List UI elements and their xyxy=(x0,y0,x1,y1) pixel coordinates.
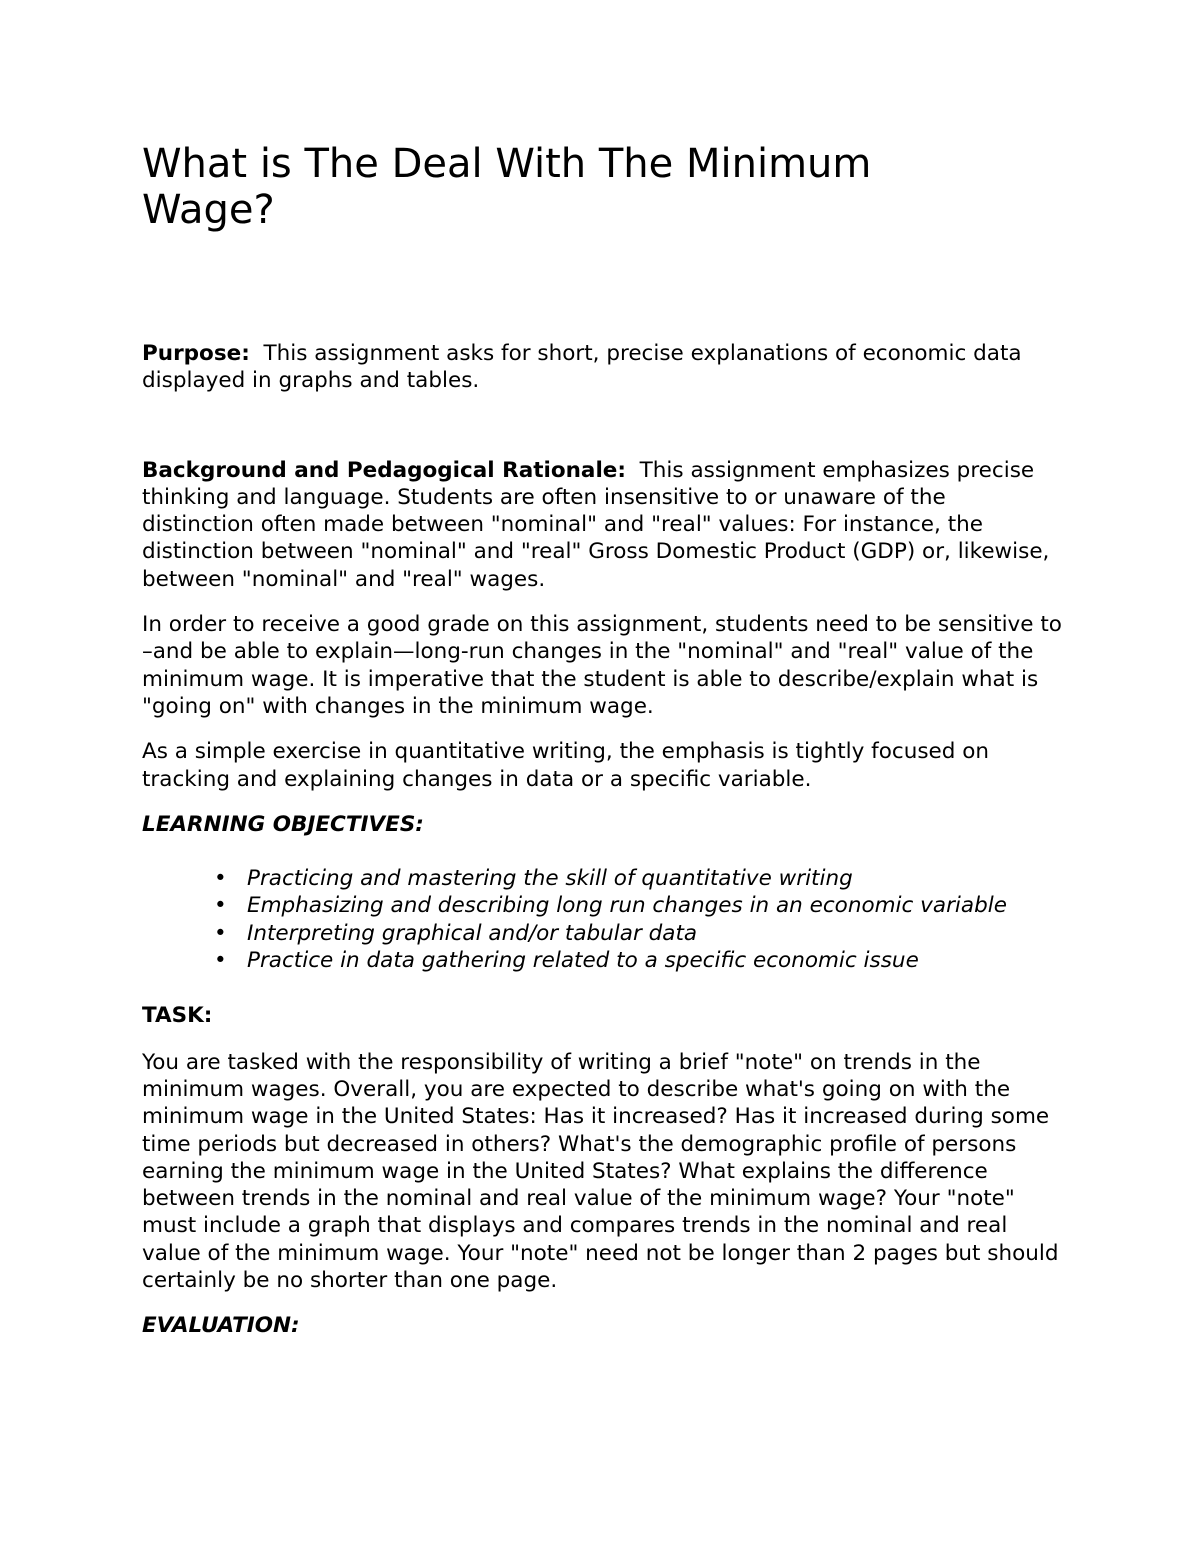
purpose-text: This assignment asks for short, precise explanations of economic data displayed in graphs and tables. xyxy=(142,341,1022,394)
task-paragraph: You are tasked with the responsibility of writing a brief "note" on trends in the minimum wages. Overall, you are expected to describe what's going on with the minimum wage in the United States: Has it increased? Has it increased during some time periods but decreased in others? What's the demographic profile of persons earning the minimum wage in the United States? What explains the difference between trends in the nominal and real value of the minimum wage? Your "note" must include a graph that displays and compares trends in the nominal and real value of the minimum wage. Your "note" need not be longer than 2 pages but should certainly be no shorter than one page. xyxy=(142,1049,1059,1294)
background-paragraph xyxy=(142,457,1062,593)
purpose-paragraph xyxy=(142,340,1062,395)
list-item xyxy=(142,865,1007,892)
document-body xyxy=(142,141,1062,1340)
objective-text: Emphasizing and describing long run changes in an economic variable xyxy=(247,893,1007,919)
background-text: This assignment emphasizes precise thinking and language. Students are often insensitive to or unaware of the distinction often made between "nominal" and "real" values: For instance, the distinction between "nominal" and "real" Gross Domestic Product (GDP) or, likewise, between "nominal" and "real" wages. xyxy=(142,457,1050,592)
purpose-label: Purpose: xyxy=(142,341,250,366)
objective-text: Practicing and mastering the skill of quantitative writing xyxy=(247,866,853,892)
bullet-icon: • xyxy=(214,948,227,974)
list-item xyxy=(142,947,1007,974)
task-heading: TASK: xyxy=(142,1003,213,1029)
page-title: What is The Deal With The Minimum Wage? xyxy=(142,141,872,233)
bullet-icon: • xyxy=(214,893,227,919)
objectives-heading: LEARNING OBJECTIVES: xyxy=(142,811,424,837)
background-label: Background and Pedagogical Rationale: xyxy=(142,457,626,483)
evaluation-heading: EVALUATION: xyxy=(142,1313,300,1339)
list-item xyxy=(142,892,1007,919)
exercise-paragraph: As a simple exercise in quantitative writing, the emphasis is tightly focused on tracking and explaining changes in data or a specific variable. xyxy=(142,739,990,792)
objective-text: Practice in data gathering related to a specific economic issue xyxy=(247,948,919,974)
bullet-icon: • xyxy=(214,866,227,892)
objective-text: Interpreting graphical and/or tabular data xyxy=(247,920,698,946)
grade-paragraph: In order to receive a good grade on this assignment, students need to be sensitive to –and be able to explain—long-run changes in the "nominal" and "real" value of the minimum wage. It is imperative that the student is able to describe/explain what is "going on" with changes in the minimum wage. xyxy=(142,612,1062,719)
objectives-list xyxy=(142,865,1062,974)
list-item xyxy=(142,920,1007,947)
bullet-icon: • xyxy=(214,920,227,946)
